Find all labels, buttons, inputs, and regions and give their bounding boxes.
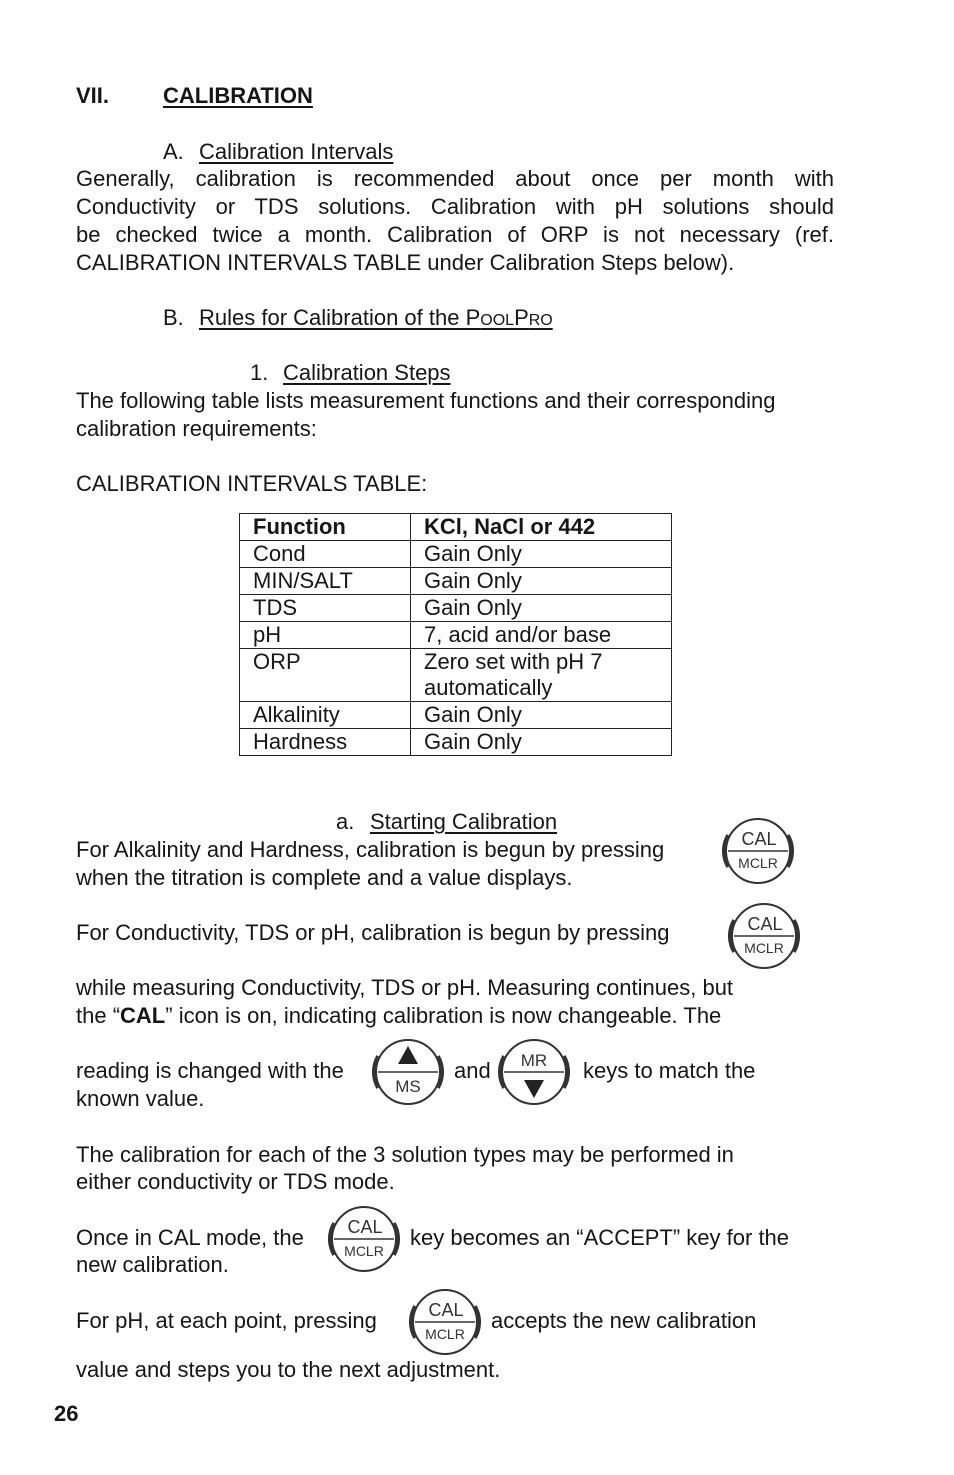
step-1-number: 1. <box>250 360 269 385</box>
key-label-top: CAL <box>747 914 783 934</box>
table-row <box>240 649 672 702</box>
section-title: CALIBRATION <box>163 83 313 108</box>
table-header-function: Function <box>240 514 411 541</box>
key-label-bottom: MS <box>395 1077 421 1096</box>
cal-mclr-key-icon <box>722 815 794 887</box>
cal-mclr-key-icon <box>409 1286 481 1358</box>
intervals-line-1: Generally, calibration is recommended about once per month with <box>76 166 834 191</box>
table-cell-requirement: Gain Only <box>411 568 672 595</box>
table-cell-requirement: Gain Only <box>411 541 672 568</box>
table-cell-requirement: 7, acid and/or base <box>411 622 672 649</box>
cal-mode-post: key becomes an “ACCEPT” key for the <box>410 1225 790 1250</box>
table-cell-line: automatically <box>424 675 553 700</box>
reading-line-2: known value. <box>76 1086 205 1111</box>
ph-post: accepts the new calibration <box>491 1308 757 1333</box>
table-header-row <box>240 514 672 541</box>
subsection-a-letter: A. <box>163 139 184 164</box>
alkalinity-line-1: For Alkalinity and Hardness, calibration is begun by pressing <box>76 837 665 862</box>
reading-and: and <box>454 1058 491 1083</box>
table-row <box>240 595 672 622</box>
key-label-bottom: MCLR <box>738 855 778 871</box>
table-row <box>240 541 672 568</box>
alkalinity-line-2: when the titration is complete and a value displays. <box>76 865 573 890</box>
intervals-line-4: CALIBRATION INTERVALS TABLE under Calibration Steps below). <box>76 250 735 275</box>
table-row <box>240 729 672 756</box>
cal-icon-label: CAL <box>120 1003 166 1028</box>
cal-mode-line-2: new calibration. <box>76 1252 229 1277</box>
measuring-line-1: while measuring Conductivity, TDS or pH. Measuring continues, but <box>76 975 734 1000</box>
solution-types-line-1: The calibration for each of the 3 solution types may be performed in <box>76 1142 734 1167</box>
ph-line-2: value and steps you to the next adjustment. <box>76 1357 501 1382</box>
subsection-a2-title: Starting Calibration <box>370 809 558 834</box>
table-cell-function: pH <box>240 622 411 649</box>
key-label-top: CAL <box>428 1300 464 1320</box>
steps-line-1: The following table lists measurement functions and their corresponding <box>76 388 776 413</box>
cal-mclr-key-icon <box>328 1203 400 1275</box>
subsection-b-title <box>199 304 553 335</box>
table-cell-function: ORP <box>240 649 411 702</box>
table-cell-requirement: Gain Only <box>411 595 672 622</box>
table-row <box>240 702 672 729</box>
steps-line-2: calibration requirements: <box>76 416 317 441</box>
mr-down-key-icon <box>498 1036 570 1108</box>
key-label-top: CAL <box>347 1217 383 1237</box>
subsection-b-title-prefix: Rules for Calibration of the P <box>199 305 481 330</box>
table-cell-function: Hardness <box>240 729 411 756</box>
page-number: 26 <box>54 1401 79 1426</box>
table-header-solution: KCl, NaCl or 442 <box>411 514 672 541</box>
conductivity-line-1: For Conductivity, TDS or pH, calibration is begun by pressing <box>76 920 670 945</box>
table-cell-function: TDS <box>240 595 411 622</box>
subsection-b-title-smallcaps-1: OOL <box>480 312 515 329</box>
measuring-line-2-post: ” icon is on, indicating calibration is now changeable. The <box>165 1003 722 1028</box>
table-cell-function: Alkalinity <box>240 702 411 729</box>
cal-mode-pre: Once in CAL mode, the <box>76 1225 304 1250</box>
table-cell-requirement <box>411 649 672 702</box>
measuring-line-2-pre: the “ <box>76 1003 121 1028</box>
table-cell-requirement: Gain Only <box>411 702 672 729</box>
table-row <box>240 568 672 595</box>
table-cell-function: MIN/SALT <box>240 568 411 595</box>
up-arrow-icon <box>398 1046 418 1064</box>
table-caption: CALIBRATION INTERVALS TABLE: <box>76 471 428 496</box>
subsection-a-title: Calibration Intervals <box>199 139 394 164</box>
key-label-bottom: MCLR <box>344 1243 384 1259</box>
intervals-paragraph <box>76 165 834 277</box>
subsection-b-title-smallcaps-2: RO <box>528 312 553 329</box>
solution-types-line-2: either conductivity or TDS mode. <box>76 1169 395 1194</box>
intervals-line-3: be checked twice a month. Calibration of ORP is not necessary (ref. <box>76 222 834 247</box>
ph-pre: For pH, at each point, pressing <box>76 1308 377 1333</box>
key-label-bottom: MCLR <box>425 1326 465 1342</box>
measuring-line-2 <box>76 1002 721 1030</box>
reading-post: keys to match the <box>583 1058 756 1083</box>
intervals-line-2: Conductivity or TDS solutions. Calibration with pH solutions should <box>76 194 834 219</box>
key-label-top: MR <box>520 1051 548 1070</box>
table-row <box>240 622 672 649</box>
cal-mclr-key-icon <box>728 900 800 972</box>
table-cell-function: Cond <box>240 541 411 568</box>
key-label-top: CAL <box>741 829 777 849</box>
subsection-b-letter: B. <box>163 305 184 330</box>
subsection-a2-letter: a. <box>336 809 355 834</box>
table-cell-line: Zero set with pH 7 <box>424 649 603 674</box>
key-label-bottom: MCLR <box>744 940 784 956</box>
table-cell-requirement: Gain Only <box>411 729 672 756</box>
reading-pre: reading is changed with the <box>76 1058 344 1083</box>
step-1-title: Calibration Steps <box>283 360 451 385</box>
subsection-b-title-mid: P <box>514 305 529 330</box>
up-ms-key-icon <box>372 1036 444 1108</box>
down-arrow-icon <box>524 1080 544 1098</box>
section-number: VII. <box>76 83 110 108</box>
calibration-intervals-table <box>239 513 672 756</box>
